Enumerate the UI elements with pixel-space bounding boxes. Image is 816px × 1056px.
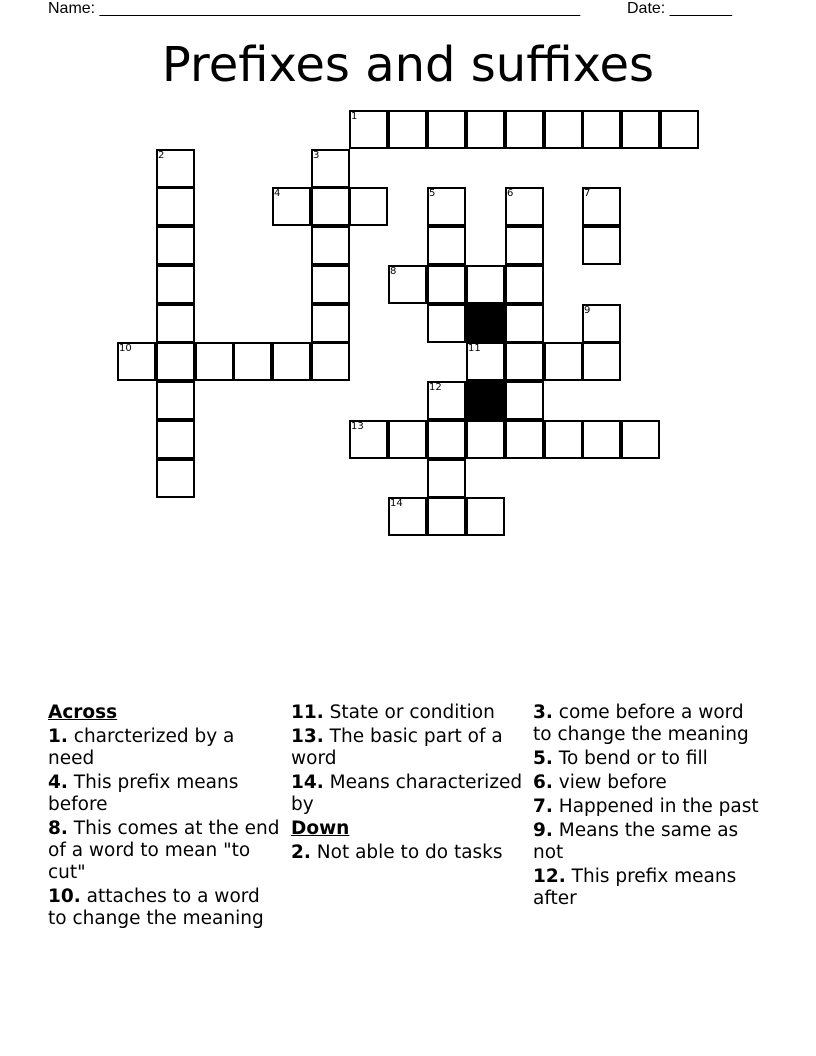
grid-cell[interactable] (311, 342, 350, 381)
clue-item (291, 772, 526, 816)
grid-cell[interactable] (311, 226, 350, 265)
grid-cell[interactable] (582, 110, 621, 149)
grid-cell[interactable] (505, 342, 544, 381)
grid-cell[interactable] (582, 226, 621, 265)
clue-item (533, 866, 768, 910)
clue-item-text: come before a word to change the meaning (533, 702, 749, 745)
grid-cell[interactable] (544, 420, 583, 459)
clue-item-text: To bend or to fill (552, 748, 708, 769)
grid-cell[interactable] (466, 420, 505, 459)
grid-cell[interactable] (349, 187, 388, 226)
grid-cell[interactable] (427, 304, 466, 343)
grid-cell[interactable] (156, 187, 195, 226)
clue-item (48, 886, 283, 930)
clue-column-1 (48, 702, 283, 932)
clue-item (533, 748, 768, 770)
clue-number-11: 11 (468, 343, 481, 354)
clue-item-number: 10. (48, 886, 81, 907)
clue-item-text: Means characterized by (291, 772, 523, 815)
grid-cell[interactable] (311, 265, 350, 304)
black-cell (466, 304, 505, 343)
grid-cell[interactable] (195, 342, 234, 381)
clue-number-7: 7 (584, 188, 591, 199)
clue-item (48, 818, 283, 884)
grid-cell[interactable] (427, 265, 466, 304)
clue-item (48, 772, 283, 816)
clue-item (533, 820, 768, 864)
date-field-label: Date: _______ (627, 0, 732, 17)
grid-cell[interactable] (505, 420, 544, 459)
grid-cell[interactable] (621, 420, 660, 459)
clue-item-text: Happened in the past (552, 796, 759, 817)
clue-number-13: 13 (351, 421, 364, 432)
clue-number-10: 10 (119, 343, 132, 354)
clue-item (533, 772, 768, 794)
clue-item-number: 13. (291, 726, 324, 747)
grid-cell[interactable] (582, 342, 621, 381)
grid-cell[interactable] (427, 497, 466, 536)
grid-cell[interactable] (311, 304, 350, 343)
clue-number-6: 6 (507, 188, 514, 199)
grid-cell[interactable] (427, 420, 466, 459)
clue-item-text: This comes at the end of a word to mean "to cut" (48, 818, 280, 883)
clue-column-3 (533, 702, 768, 912)
grid-cell[interactable] (466, 110, 505, 149)
clue-item-text: Means the same as not (533, 820, 739, 863)
clue-item (291, 842, 526, 864)
grid-cell[interactable] (388, 110, 427, 149)
grid-cell[interactable] (621, 110, 660, 149)
clue-number-12: 12 (429, 382, 442, 393)
clue-item-number: 7. (533, 796, 553, 817)
clue-item-text: State or condition (323, 702, 495, 723)
clue-number-1: 1 (351, 111, 358, 122)
grid-cell[interactable] (156, 226, 195, 265)
clue-item-number: 14. (291, 772, 324, 793)
clue-item-text: This prefix means before (48, 772, 239, 815)
grid-cell[interactable] (466, 497, 505, 536)
clue-number-9: 9 (584, 305, 591, 316)
grid-cell[interactable] (233, 342, 272, 381)
clue-item-text: attaches to a word to change the meaning (48, 886, 264, 929)
clue-number-3: 3 (313, 150, 320, 161)
clue-item-number: 9. (533, 820, 553, 841)
clue-item-number: 11. (291, 702, 324, 723)
grid-cell[interactable] (388, 420, 427, 459)
black-cell (466, 381, 505, 420)
grid-cell[interactable] (660, 110, 699, 149)
clue-item-number: 8. (48, 818, 68, 839)
grid-cell[interactable] (505, 381, 544, 420)
clue-item (533, 796, 768, 818)
grid-cell[interactable] (427, 226, 466, 265)
across-heading: Across (48, 702, 118, 723)
clue-item-text: view before (552, 772, 667, 793)
clue-item-text: This prefix means after (533, 866, 737, 909)
grid-cell[interactable] (156, 342, 195, 381)
clue-item-number: 6. (533, 772, 553, 793)
grid-cell[interactable] (156, 420, 195, 459)
grid-cell[interactable] (272, 342, 311, 381)
clue-item (291, 702, 526, 724)
down-heading: Down (291, 818, 350, 839)
clue-item-text: charcterized by a need (48, 726, 235, 769)
clue-number-2: 2 (158, 150, 165, 161)
clue-item (48, 726, 283, 770)
clue-number-4: 4 (274, 188, 281, 199)
clue-item-number: 4. (48, 772, 68, 793)
grid-cell[interactable] (544, 110, 583, 149)
clue-item (533, 702, 768, 746)
page-title: Prefixes and suffixes (161, 37, 655, 93)
clue-item-text: The basic part of a word (291, 726, 503, 769)
clue-number-8: 8 (390, 266, 397, 277)
grid-cell[interactable] (505, 110, 544, 149)
clue-number-14: 14 (390, 498, 403, 509)
grid-cell[interactable] (427, 110, 466, 149)
grid-cell[interactable] (427, 459, 466, 498)
grid-cell[interactable] (156, 304, 195, 343)
clue-item-number: 5. (533, 748, 553, 769)
clue-item (291, 726, 526, 770)
grid-cell[interactable] (311, 187, 350, 226)
clue-item-number: 1. (48, 726, 68, 747)
clue-item-text: Not able to do tasks (310, 842, 503, 863)
clue-item-number: 2. (291, 842, 311, 863)
grid-cell[interactable] (544, 342, 583, 381)
grid-cell[interactable] (156, 459, 195, 498)
clue-item-number: 3. (533, 702, 553, 723)
grid-cell[interactable] (466, 265, 505, 304)
grid-cell[interactable] (156, 265, 195, 304)
name-field-label: Name: ______________________________________________________ (48, 0, 581, 17)
grid-cell[interactable] (582, 420, 621, 459)
grid-cell[interactable] (505, 265, 544, 304)
grid-cell[interactable] (156, 381, 195, 420)
clue-item-number: 12. (533, 866, 566, 887)
clue-column-2 (291, 702, 526, 866)
clue-number-5: 5 (429, 188, 436, 199)
grid-cell[interactable] (505, 226, 544, 265)
grid-cell[interactable] (505, 304, 544, 343)
